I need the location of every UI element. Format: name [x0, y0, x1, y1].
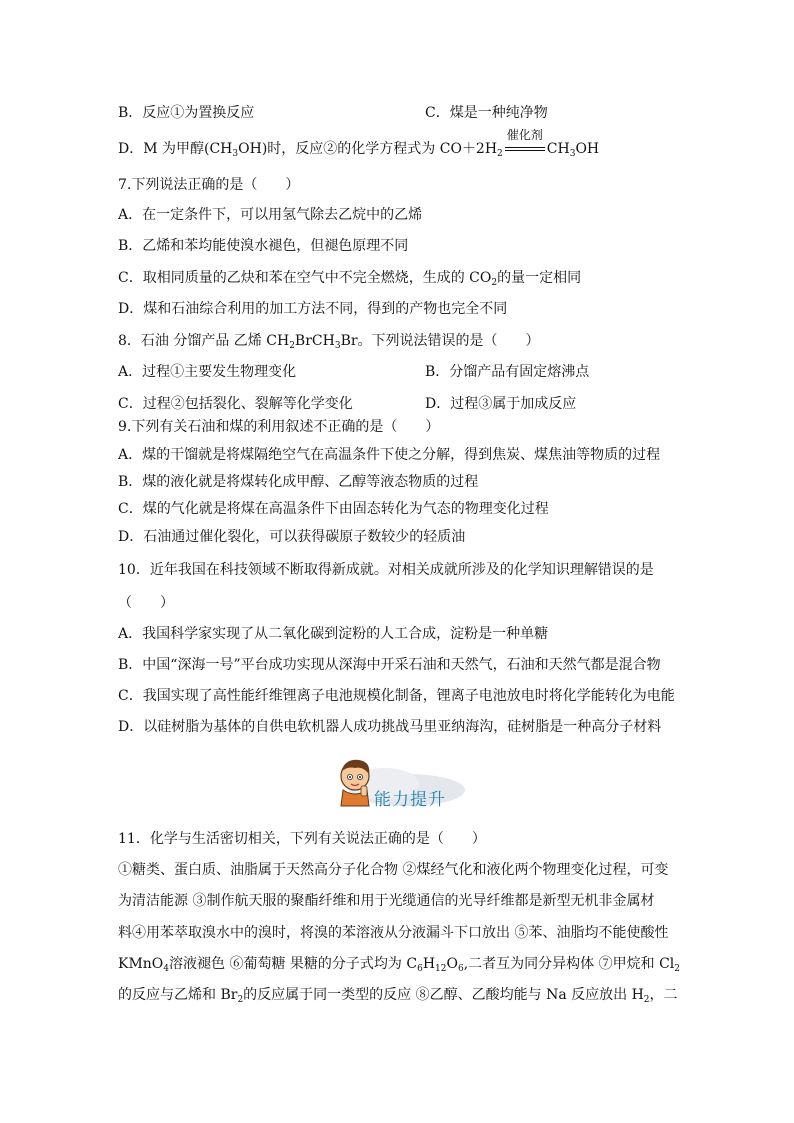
q9-stem: 9.下列有关石油和煤的利用叙述不正确的是（ ）	[118, 419, 440, 435]
q8-option-c: C．过程②包括裂化、裂解等化学变化	[118, 396, 353, 412]
section-banner-title: 能力提升	[374, 790, 446, 810]
q7-option-a: A．在一定条件下，可以用氢气除去乙烷中的乙烯	[118, 207, 423, 223]
q11-stem: 11．化学与生活密切相关，下列有关说法正确的是（ ）	[118, 831, 486, 847]
q9-option-c: C．煤的气化就是将煤在高温条件下由固态转化为气态的物理变化过程	[118, 501, 549, 517]
q9-option-d: D．石油通过催化裂化，可以获得碳原子数较少的轻质油	[118, 529, 466, 545]
q11-line-4: KMnO$_4$溶液褪色 ⑥葡萄糖 果糖的分子式均为 $C_6H_{12}O_6$,二者互为同分异构体 ⑦甲烷和 $Cl_2$	[118, 956, 680, 974]
q7-option-d: D．煤和石油综合利用的加工方法不同，得到的产物也完全不同	[118, 301, 508, 317]
catalyst-arrow: 催化剂	[503, 140, 547, 158]
q10-option-a: A．我国科学家实现了从二氧化碳到淀粉的人工合成，淀粉是一种单糖	[118, 626, 549, 642]
q7-stem: 7.下列说法正确的是（ ）	[118, 177, 300, 193]
q11-line-5: 的反应与乙烯和 $Br_2$的反应属于同一类型的反应 ⑧乙醇、乙酸均能与 Na 反应放出 $H_2$，二	[118, 987, 678, 1005]
q10-option-d: D．以硅树脂为基体的自供电软机器人成功挑战马里亚纳海沟，硅树脂是一种高分子材料	[118, 719, 662, 735]
q8-stem: 8．石油 分馏产品 乙烯 $CH_2BrCH_3Br$。下列说法错误的是（ ）	[118, 333, 540, 351]
q10-option-c: C．我国实现了高性能纤维锂离子电池规模化制备，锂离子电池放电时将化学能转化为电能	[118, 688, 675, 704]
q8-option-a: A．过程①主要发生物理变化	[118, 364, 297, 380]
q10-paren: （ ）	[118, 595, 174, 611]
q6-option-c: C．煤是一种纯净物	[425, 105, 548, 121]
q6-option-d: D．M 为甲醇$(CH_3OH)$时，反应②的化学方程式为 $CO+2H_2$ 催化剂 $CH_3OH$	[118, 128, 600, 159]
q10-option-b: B．中国“深海一号”平台成功实现从深海中开采石油和天然气，石油和天然气都是混合物	[118, 657, 661, 673]
q7-option-b: B．乙烯和苯均能使溴水褪色，但褪色原理不同	[118, 238, 409, 254]
q8-option-b: B．分馏产品有固定熔沸点	[425, 364, 590, 380]
q8-option-d: D．过程③属于加成反应	[425, 396, 577, 412]
q11-line-3: 料④用苯萃取溴水中的溴时，将溴的苯溶液从分液漏斗下口放出 ⑤苯、油脂均不能使酸性	[118, 925, 669, 941]
q6-option-b: B．反应①为置换反应	[118, 105, 255, 121]
q11-line-2: 为清洁能源 ③制作航天服的聚酯纤维和用于光缆通信的光导纤维都是新型无机非金属材	[118, 893, 655, 909]
q9-option-a: A．煤的干馏就是将煤隔绝空气在高温条件下使之分解，得到焦炭、煤焦油等物质的过程	[118, 447, 661, 463]
q9-option-b: B．煤的液化就是将煤转化成甲醇、乙醇等液态物质的过程	[118, 474, 479, 490]
q7-option-c: C．取相同质量的乙炔和苯在空气中不完全燃烧，生成的 $CO_2$的量一定相同	[118, 270, 582, 288]
q11-line-1: ①糖类、蛋白质、油脂属于天然高分子化合物 ②煤经气化和液化两个物理变化过程，可变	[118, 862, 669, 878]
q10-stem: 10．近年我国在科技领域不断取得新成就。对相关成就所涉及的化学知识理解错误的是	[118, 562, 654, 578]
